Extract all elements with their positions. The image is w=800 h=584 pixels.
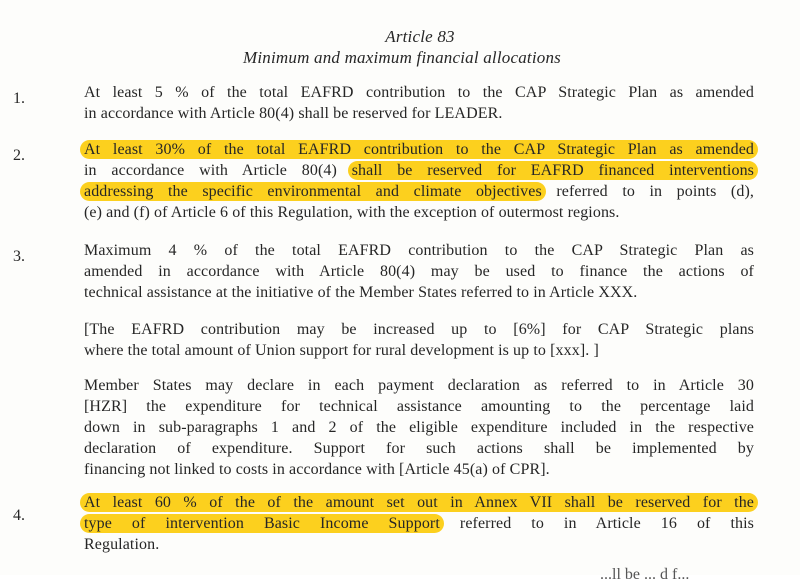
paragraph-3-subparagraph-1 — [84, 319, 754, 361]
plain-text: referred to in points (d), — [556, 183, 754, 200]
article-number: Article 83 — [385, 27, 455, 46]
article-title: Minimum and maximum financial allocations — [243, 48, 561, 67]
paragraph-3-line: Maximum 4 % of the total EAFRD contribution to the CAP Strategic Plan as — [84, 242, 754, 259]
paragraph-1-line: At least 5 % of the total EAFRD contribution to the CAP Strategic Plan as amended — [84, 84, 754, 101]
paragraph-3-line: amended in accordance with Article 80(4) may be used to finance the actions of — [84, 263, 754, 280]
paragraph-2-line — [84, 181, 754, 202]
paragraph-number-1: 1. — [13, 90, 25, 107]
highlight-marker: type of intervention Basic Income Support — [80, 514, 444, 533]
subparagraph-line: [The EAFRD contribution may be increased up to [6%] for CAP Strategic plans — [84, 321, 754, 338]
cut-off-text-fragment: ...ll be ... d f... — [600, 566, 690, 583]
paragraph-number-3: 3. — [13, 248, 25, 265]
paragraph-3-subparagraph-2 — [84, 375, 754, 480]
paragraph-number-2: 2. — [13, 147, 25, 164]
paragraph-3-line: technical assistance at the initiative of the Member States referred to in Article XXX. — [84, 284, 638, 301]
paragraph-number-4: 4. — [13, 507, 25, 524]
subparagraph-line: declaration of expenditure. Support for such actions shall be implemented by — [84, 440, 754, 457]
subparagraph-line: [HZR] the expenditure for technical assistance amounting to the percentage laid — [84, 398, 754, 415]
subparagraph-line: financing not linked to costs in accordance with [Article 45(a) of CPR]. — [84, 461, 550, 478]
subparagraph-line: Member States may declare in each payment declaration as referred to in Article 30 — [84, 377, 754, 394]
highlight-marker: addressing the specific environmental and climate objectives — [80, 182, 546, 201]
paragraph-2-line — [84, 139, 754, 160]
paragraph-4-line — [84, 513, 754, 534]
paragraph-4-line: Regulation. — [84, 536, 160, 553]
plain-text: in accordance with Article 80(4) — [84, 162, 337, 179]
subparagraph-line: down in sub-paragraphs 1 and 2 of the eligible expenditure included in the respective — [84, 419, 754, 436]
paragraph-2-line — [84, 160, 754, 181]
paragraph-2-line: (e) and (f) of Article 6 of this Regulation, with the exception of outermost regions. — [84, 204, 620, 221]
paragraph-4-line — [84, 492, 754, 513]
subparagraph-line: where the total amount of Union support for rural development is up to [xxx]. ] — [84, 342, 599, 359]
paragraph-3 — [84, 240, 754, 303]
highlight-marker: shall be reserved for EAFRD financed interventions — [348, 161, 758, 180]
highlight-marker: At least 30% of the total EAFRD contribution to the CAP Strategic Plan as amended — [80, 140, 758, 159]
paragraph-1 — [84, 82, 754, 124]
plain-text: referred to in Article 16 of this — [459, 515, 754, 532]
highlight-marker: At least 60 % of the of the amount set out in Annex VII shall be reserved for the — [80, 493, 758, 512]
paragraph-1-line: in accordance with Article 80(4) shall be reserved for LEADER. — [84, 105, 503, 122]
paragraph-2 — [84, 139, 754, 223]
paragraph-4 — [84, 492, 754, 555]
